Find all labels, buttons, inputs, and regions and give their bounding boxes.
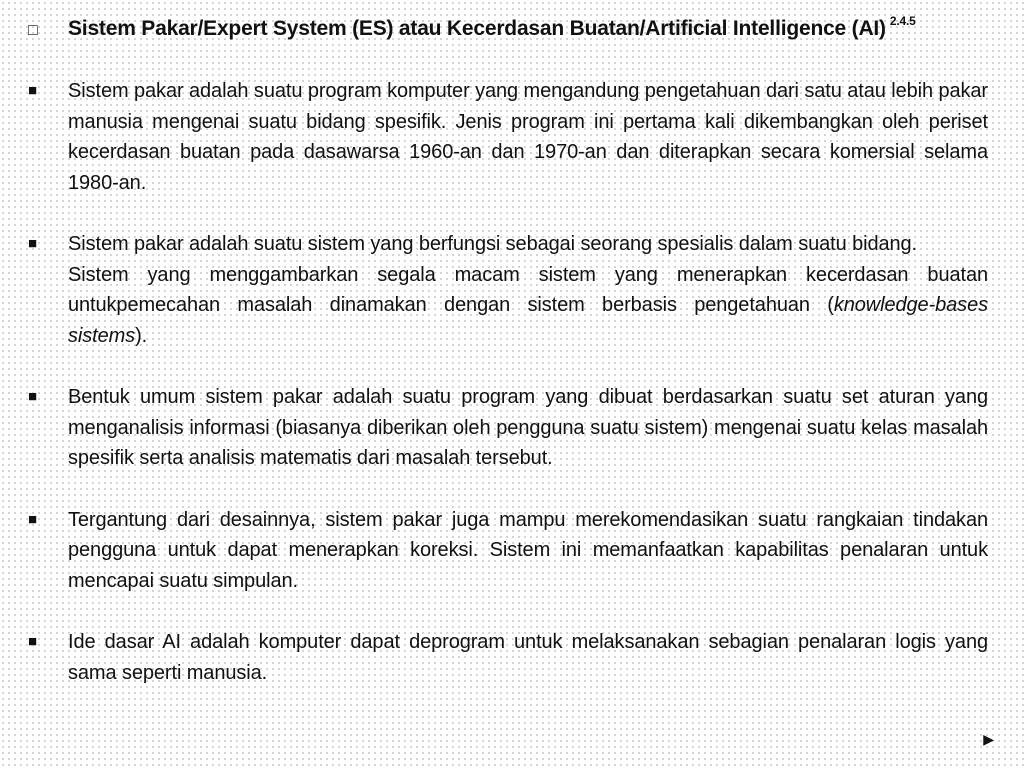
slide-title-row xyxy=(28,16,998,41)
square-bullet-icon: ■ xyxy=(28,388,38,405)
bullet-text: Bentuk umum sistem pakar adalah suatu program yang dibuat berdasarkan suatu set aturan yang menganalisis informasi (biasanya diberikan oleh pengguna suatu sistem) mengenai suatu kelas masalah spesifik serta analisis matematis dari masalah tersebut. xyxy=(68,386,988,469)
bullet-text: Tergantung dari desainnya, sistem pakar juga mampu merekomendasikan suatu rangkaian tindakan pengguna untuk dapat menerapkan koreksi. Sistem ini memanfaatkan kapabilitas penalaran untuk mencapai suatu simpulan. xyxy=(68,508,988,592)
title-bullet-icon: □ xyxy=(28,22,38,39)
bullet-text: Sistem pakar adalah suatu sistem yang berfungsi sebagai seorang spesialis dalam suatu bidang. xyxy=(68,233,917,255)
slide-title-reference: 2.4.5 xyxy=(889,14,916,28)
next-slide-arrow-icon[interactable]: ▶ xyxy=(983,731,994,747)
bullet-text-continued xyxy=(68,260,988,352)
bullet-text-block xyxy=(68,229,988,351)
square-bullet-icon: ■ xyxy=(28,633,38,650)
bullet-item xyxy=(28,505,988,597)
bullet-text: Ide dasar AI adalah komputer dapat deprogram untuk melaksanakan sebagian penalaran logis yang sama seperti manusia. xyxy=(68,631,988,684)
bullet-text-part: ). xyxy=(135,324,148,347)
square-bullet-icon: ■ xyxy=(28,82,38,99)
bullet-item xyxy=(28,627,988,688)
bullet-item xyxy=(28,382,988,474)
bullet-list xyxy=(28,76,988,719)
bullet-text-part: Sistem yang menggambarkan segala macam sistem yang menerapkan kecerdasan buatan untukpemecahan masalah dinamakan dengan sistem berbasis pengetahuan ( xyxy=(68,263,988,316)
square-bullet-icon: ■ xyxy=(28,235,38,252)
bullet-item xyxy=(28,76,988,198)
bullet-text: Sistem pakar adalah suatu program komputer yang mengandung pengetahuan dari satu atau lebih pakar manusia mengenai suatu bidang spesifik. Jenis program ini pertama kali dikembangkan oleh periset kecerdasan buatan pada dasawarsa 1960-an dan 1970-an dan diterapkan secara komersial selama 1980-an. xyxy=(68,80,988,194)
slide-title-text: Sistem Pakar/Expert System (ES) atau Kecerdasan Buatan/Artificial Intelligence (AI) xyxy=(68,17,886,40)
bullet-item xyxy=(28,229,988,351)
bullet-text-italic: knowledge-bases sistems xyxy=(68,294,988,347)
slide-title xyxy=(68,16,916,41)
square-bullet-icon: ■ xyxy=(28,510,38,528)
